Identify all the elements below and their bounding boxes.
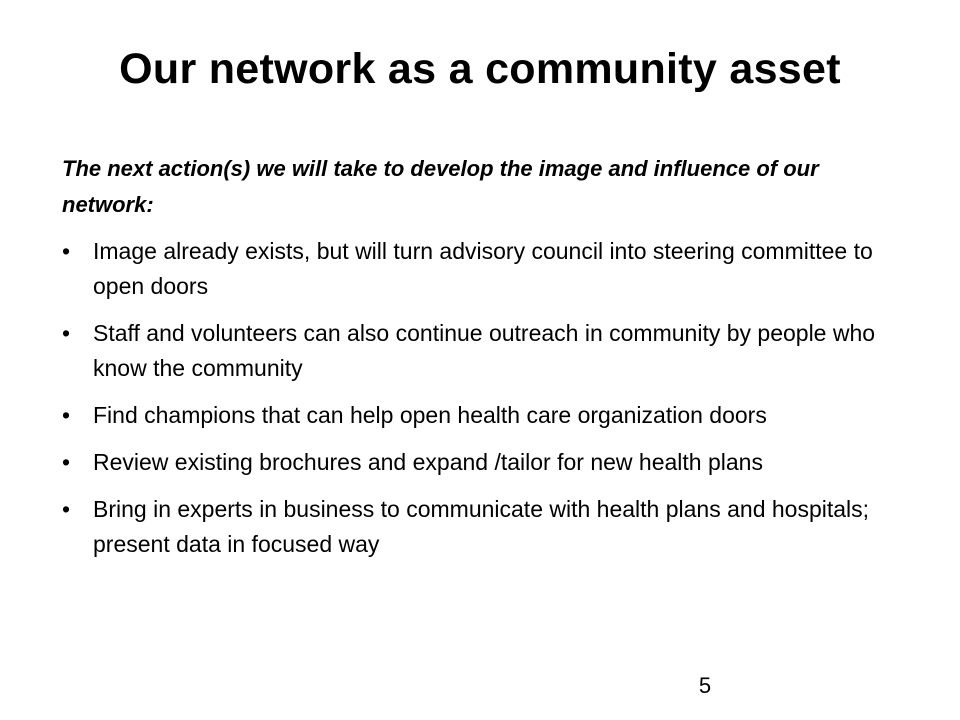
slide-title: Our network as a community asset (119, 45, 841, 93)
bullet-icon: • (62, 238, 71, 264)
bullet-text: Bring in experts in business to communicate with health plans and hospitals; present data in focused way (93, 496, 870, 557)
bullet-text: Image already exists, but will turn advisory council into steering committee to open doors (93, 238, 873, 299)
bullet-icon: • (62, 449, 71, 475)
bullet-item (62, 398, 912, 433)
bullet-item (62, 316, 912, 386)
slide-subtitle: The next action(s) we will take to develop the image and influence of our network: (62, 156, 819, 217)
bullet-icon: • (62, 496, 71, 522)
bullet-item (62, 492, 912, 562)
bullet-item (62, 445, 912, 480)
bullet-icon: • (62, 320, 71, 346)
page-number: 5 (698, 673, 712, 698)
bullet-item (62, 234, 912, 304)
bullet-icon: • (62, 402, 71, 428)
bullet-text: Review existing brochures and expand /tailor for new health plans (93, 449, 763, 475)
bullet-text: Find champions that can help open health care organization doors (93, 402, 767, 428)
bullet-list (62, 234, 912, 574)
bullet-text: Staff and volunteers can also continue outreach in community by people who know the community (93, 320, 876, 381)
